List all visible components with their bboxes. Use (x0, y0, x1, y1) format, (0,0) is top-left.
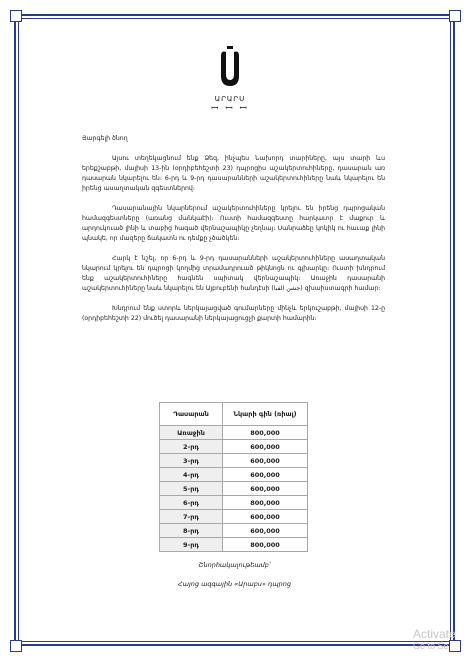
school-logo (208, 46, 252, 114)
class-cell: 7-րդ (160, 510, 223, 524)
watermark-line-2: Go to Se (413, 641, 449, 651)
logo-mark-icon (215, 46, 245, 90)
price-cell: 600,000 (223, 510, 308, 524)
price-table (159, 402, 308, 552)
class-cell: Առաջին (160, 426, 223, 440)
price-cell: 800,000 (223, 426, 308, 440)
logo-arabic-mark: ꟷ ꟷ ꟷ (211, 104, 249, 114)
closing-thanks: Շնորհակալութեամբ՝ (198, 561, 271, 569)
table-row (160, 538, 308, 552)
paragraph-2: Դասարանային նկարներում աշակերտուհիները կրելու են իրենց դպրոցական համազգեստները (առանց մանկաէի)։ Ուստի համազգեստը հարկաւոր է մաքուր և արդուկուած լինի և տաբից հագած վերնաշապիկը չեղնայ։ Սանրաձեը կոկիկ ու հաւաք լինի պնակե, որ մազերը ճակատն ու դեմքը չծածկեն։ (82, 205, 385, 242)
table-row (160, 454, 308, 468)
class-cell: 3-րդ (160, 454, 223, 468)
border-corner-ornament (449, 10, 461, 22)
column-header-price: Նկարի գին (ռիալ) (223, 403, 308, 426)
letter-body (82, 134, 385, 334)
table-row (160, 524, 308, 538)
logo-text: ԱՐԱՐՍ (214, 95, 246, 103)
price-cell: 800,000 (223, 538, 308, 552)
class-cell: 2-րդ (160, 440, 223, 454)
table-row (160, 510, 308, 524)
price-cell: 600,000 (223, 468, 308, 482)
class-cell: 4-րդ (160, 468, 223, 482)
table-row (160, 440, 308, 454)
column-header-class: Դասարան (160, 403, 223, 426)
activation-watermark (413, 628, 456, 652)
border-corner-ornament (10, 10, 22, 22)
paragraph-3: Հարկ է նշել, որ 6-րդ և 9-րդ դասարանների աշակերտուհիները ասաղտական նկարում կրելու են դպրոցի կողմից տրամադրուած թիկնոցն ու գլխարկը։ Ուստի խնդրում ենք աշակերտուհիները հագնեն սպիտակ վերնաշապիկ։ Առաջին դասարանի աշակերտուհիները նաև նկարելու են Այբուբենի հանդէսի (جشن الفبا) զխաիստագրի համար։ (82, 255, 385, 292)
class-cell: 9-րդ (160, 538, 223, 552)
class-cell: 5-րդ (160, 482, 223, 496)
table-row (160, 482, 308, 496)
price-cell: 800,000 (223, 496, 308, 510)
greeting: Յարգելի ծնող (82, 135, 128, 142)
border-corner-ornament (10, 640, 22, 652)
paragraph-1: Այսու տեղեկացնում ենք Ձեզ, ինչպես Նախորդ տարիները, այս տարի ևս երեքշաբթի, մայիսի 13-ին (օրդիբեհեշտի 23) դպրոցիս աշակերտուհիները, դասարան առ դասարան նկարելու են։ 6-րդ և 9-րդ դասարանների աշակերտուհիները նաև նկարելու են իրենց ասաղտական զգեստներով։ (82, 155, 385, 192)
watermark-line-1: Activate (413, 627, 456, 641)
closing-signature: Հայոց ազգային «Արաբս» դպրոց (177, 580, 292, 588)
table-header-row (160, 403, 308, 426)
price-cell: 600,000 (223, 440, 308, 454)
price-cell: 600,000 (223, 482, 308, 496)
table-row (160, 496, 308, 510)
class-cell: 6-րդ (160, 496, 223, 510)
class-cell: 8-րդ (160, 524, 223, 538)
price-cell: 600,000 (223, 454, 308, 468)
table-row (160, 468, 308, 482)
price-cell: 600,000 (223, 524, 308, 538)
table-row (160, 426, 308, 440)
paragraph-4: Խնդրում ենք ստորև ներկայացված գումարները մինչև երկուշաբթի, մայիսի 12-ը (օրդիբեհեշտի 22) մուծել դասարանի ներկայացուցչի քարտի համարին։ (82, 305, 385, 322)
